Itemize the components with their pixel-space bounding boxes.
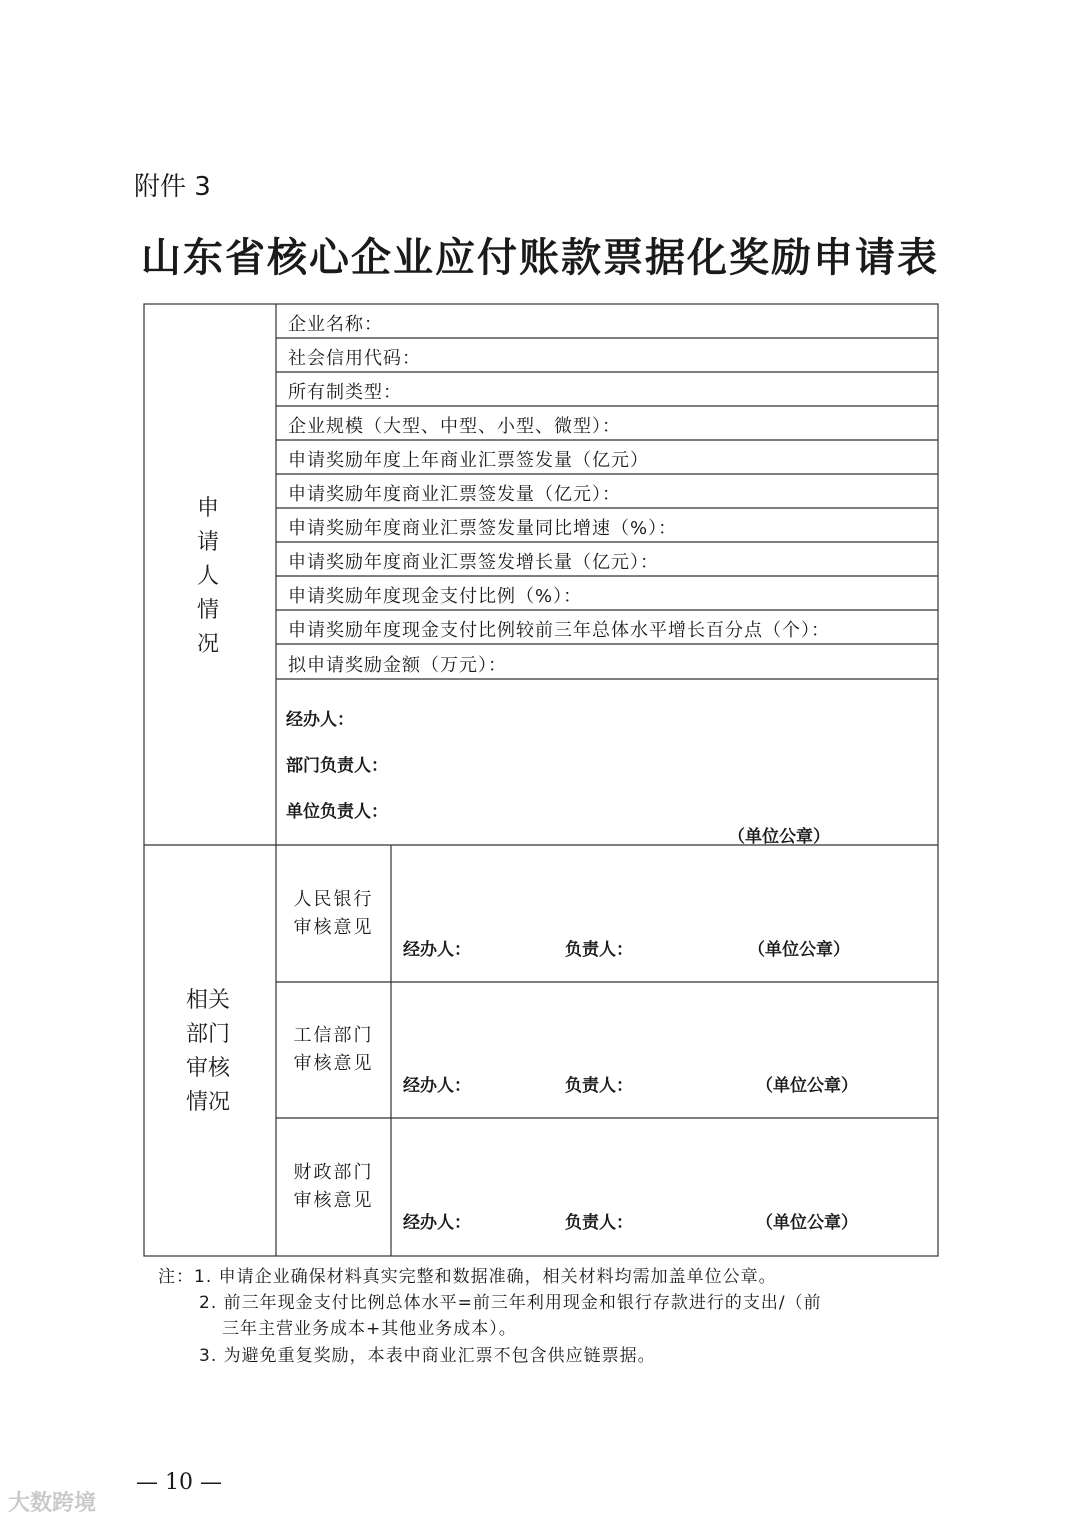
review-section-label: 相关 部门 审核 情况: [185, 988, 230, 1115]
field-company-scale: 企业规模（大型、中型、小型、微型）：: [288, 416, 621, 437]
field-prev-year-issuance: 申请奖励年度上年商业汇票签发量（亿元）: [288, 450, 649, 471]
field-cash-payment-ratio: 申请奖励年度现金支付比例（%）：: [288, 586, 583, 607]
applicant-dept-head-label: 部门负责人：: [286, 756, 388, 776]
finance-seal-label: （单位公章）: [756, 1213, 858, 1233]
miit-head-label: 负责人：: [565, 1076, 633, 1096]
field-company-name: 企业名称：: [288, 314, 383, 335]
pboc-seal-label: （单位公章）: [748, 940, 850, 960]
finance-review-label: 财政部门 审核意见: [293, 1162, 374, 1211]
miit-handler-label: 经办人：: [403, 1076, 471, 1096]
applicant-handler-label: 经办人：: [286, 710, 354, 730]
page-title: 山东省核心企业应付账款票据化奖励申请表: [141, 234, 939, 281]
applicant-seal-label: （单位公章）: [728, 827, 830, 847]
miit-review-label: 工信部门 审核意见: [293, 1025, 374, 1074]
finance-handler-label: 经办人：: [403, 1213, 471, 1233]
note-line-3: 三年主营业务成本+其他业务成本）。: [222, 1319, 517, 1339]
field-year-issuance: 申请奖励年度商业汇票签发量（亿元）：: [288, 484, 621, 505]
finance-head-label: 负责人：: [565, 1213, 633, 1233]
note-line-1: 注：1. 申请企业确保材料真实完整和数据准确，相关材料均需加盖单位公章。: [158, 1267, 777, 1287]
field-reward-amount: 拟申请奖励金额（万元）：: [288, 655, 507, 676]
miit-seal-label: （单位公章）: [756, 1076, 858, 1096]
pboc-handler-label: 经办人：: [403, 940, 471, 960]
attachment-label: 附件 3: [134, 172, 211, 202]
pboc-review-label: 人民银行 审核意见: [293, 889, 374, 938]
field-cash-ratio-increase: 申请奖励年度现金支付比例较前三年总体水平增长百分点（个）：: [288, 620, 830, 641]
applicant-unit-head-label: 单位负责人：: [286, 802, 388, 822]
watermark: 大数跨境: [8, 1491, 97, 1516]
note-line-4: 3. 为避免重复奖励，本表中商业汇票不包含供应链票据。: [199, 1346, 656, 1366]
page-number: — 10 —: [136, 1470, 222, 1495]
pboc-head-label: 负责人：: [565, 940, 633, 960]
note-line-2: 2. 前三年现金支付比例总体水平=前三年利用现金和银行存款进行的支出/（前: [199, 1293, 822, 1313]
field-issuance-growth-rate: 申请奖励年度商业汇票签发量同比增速（%）：: [288, 518, 678, 539]
field-issuance-increment: 申请奖励年度商业汇票签发增长量（亿元）：: [288, 552, 659, 573]
applicant-section-label: 申 请 人 情 况: [196, 496, 219, 657]
field-ownership-type: 所有制类型：: [288, 382, 402, 403]
field-credit-code: 社会信用代码：: [288, 348, 421, 369]
